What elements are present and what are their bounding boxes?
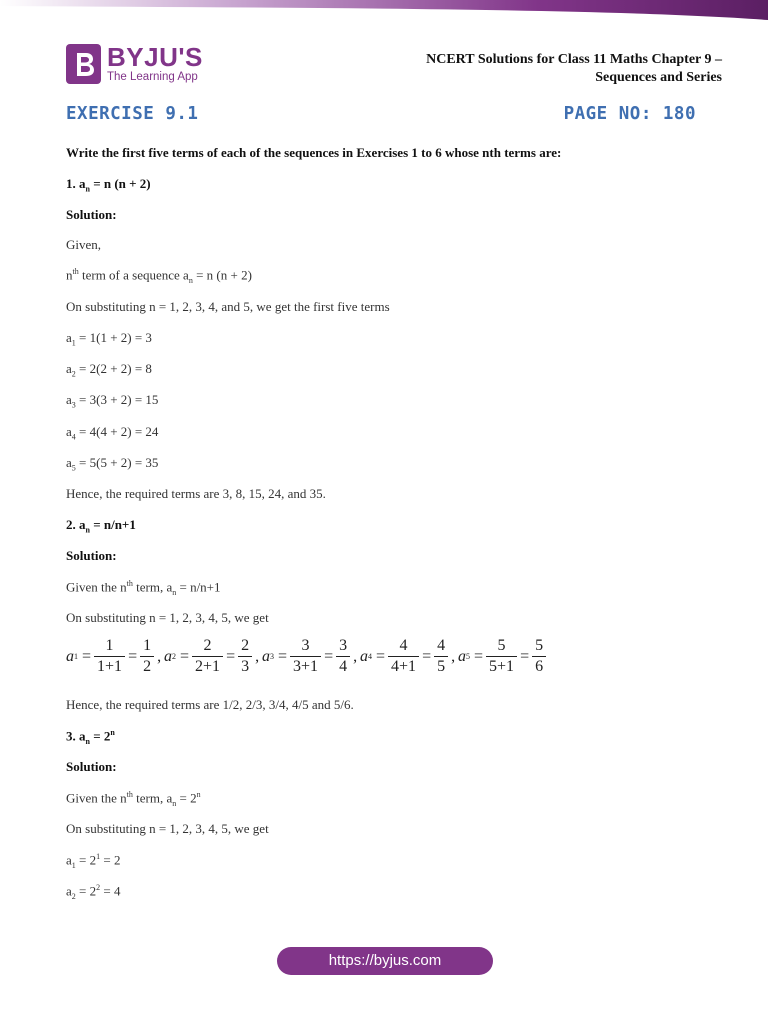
fraction-term: a 3 = $\frac{3}{3+1}$ = $\frac{3}{4}$ , (262, 637, 358, 675)
q1-term: $a_5 = 5(5 + 2) = 35$ (66, 455, 159, 473)
document-title (426, 51, 722, 87)
q3-substituting: On substituting n = 1, 2, 3, 4, 5, we get (66, 821, 269, 836)
q1-term: $a_3 = 3(3 + 2) = 15$ (66, 392, 159, 410)
q1-given: Given, (66, 237, 102, 252)
q2-fraction-equations (66, 636, 566, 684)
page-number: PAGE NO: 180 (563, 104, 696, 124)
q3-term: $a_1 = 2^1 = 2$ (66, 852, 121, 870)
logo-b-icon (66, 44, 101, 84)
question-3: 3. $a_n = 2^n$ (66, 728, 115, 746)
logo-tagline: The Learning App (107, 71, 198, 84)
fraction-term: a 4 = $\frac{4}{4+1}$ = $\frac{4}{5}$ , (360, 637, 456, 675)
q2-conclusion: Hence, the required terms are 1/2, 2/3, 3/4, 4/5 and 5/6. (66, 697, 354, 712)
q2-substituting: On substituting n = 1, 2, 3, 4, 5, we get (66, 610, 269, 625)
q3-solution-label: Solution: (66, 759, 117, 774)
q1-term: $a_4 = 4(4 + 2) = 24$ (66, 424, 159, 442)
q1-nth-term: $n^{th}$ term of a sequence $a_n = n$ (n + 2) (66, 267, 252, 285)
q1-term: $a_2 = 2(2 + 2) = 8$ (66, 361, 152, 379)
logo-brand: BYJU'S (107, 42, 203, 73)
q1-solution-label: Solution: (66, 207, 117, 222)
document-title-line1: NCERT Solutions for Class 11 Maths Chapter 9 – (426, 52, 722, 67)
q2-given: Given the $n^{th}$ term, $a_n = n/n+1$ (66, 579, 221, 597)
q1-conclusion: Hence, the required terms are 3, 8, 15, 24, and 35. (66, 486, 326, 501)
question-1: 1. $a_n = n$ (n + 2) (66, 176, 151, 194)
question-2: 2. $a_n = n/n+1$ (66, 517, 136, 535)
exercise-title: EXERCISE 9.1 (66, 104, 199, 124)
byjus-logo (66, 44, 203, 84)
fraction-term: a 1 = $\frac{1}{1+1}$ = $\frac{1}{2}$ , (66, 637, 162, 675)
fraction-term: a 5 = $\frac{5}{5+1}$ = $\frac{5}{6}$ (458, 636, 549, 677)
instruction: Write the first five terms of each of the sequences in Exercises 1 to 6 whose nth terms are: (66, 145, 562, 160)
top-banner (0, 0, 768, 20)
q3-given: Given the $n^{th}$ term, $a_n = 2^n$ (66, 790, 201, 808)
q1-substituting: On substituting n = 1, 2, 3, 4, and 5, we get the first five terms (66, 299, 390, 314)
q3-term: $a_2 = 2^2 = 4$ (66, 883, 121, 901)
q2-solution-label: Solution: (66, 548, 117, 563)
fraction-term: a 2 = $\frac{2}{2+1}$ = $\frac{2}{3}$ , (164, 637, 260, 675)
document-title-line2: Sequences and Series (595, 70, 722, 85)
q1-term: $a_1 = 1(1 + 2) = 3$ (66, 330, 152, 348)
footer-url-link[interactable]: https://byjus.com (277, 947, 493, 975)
